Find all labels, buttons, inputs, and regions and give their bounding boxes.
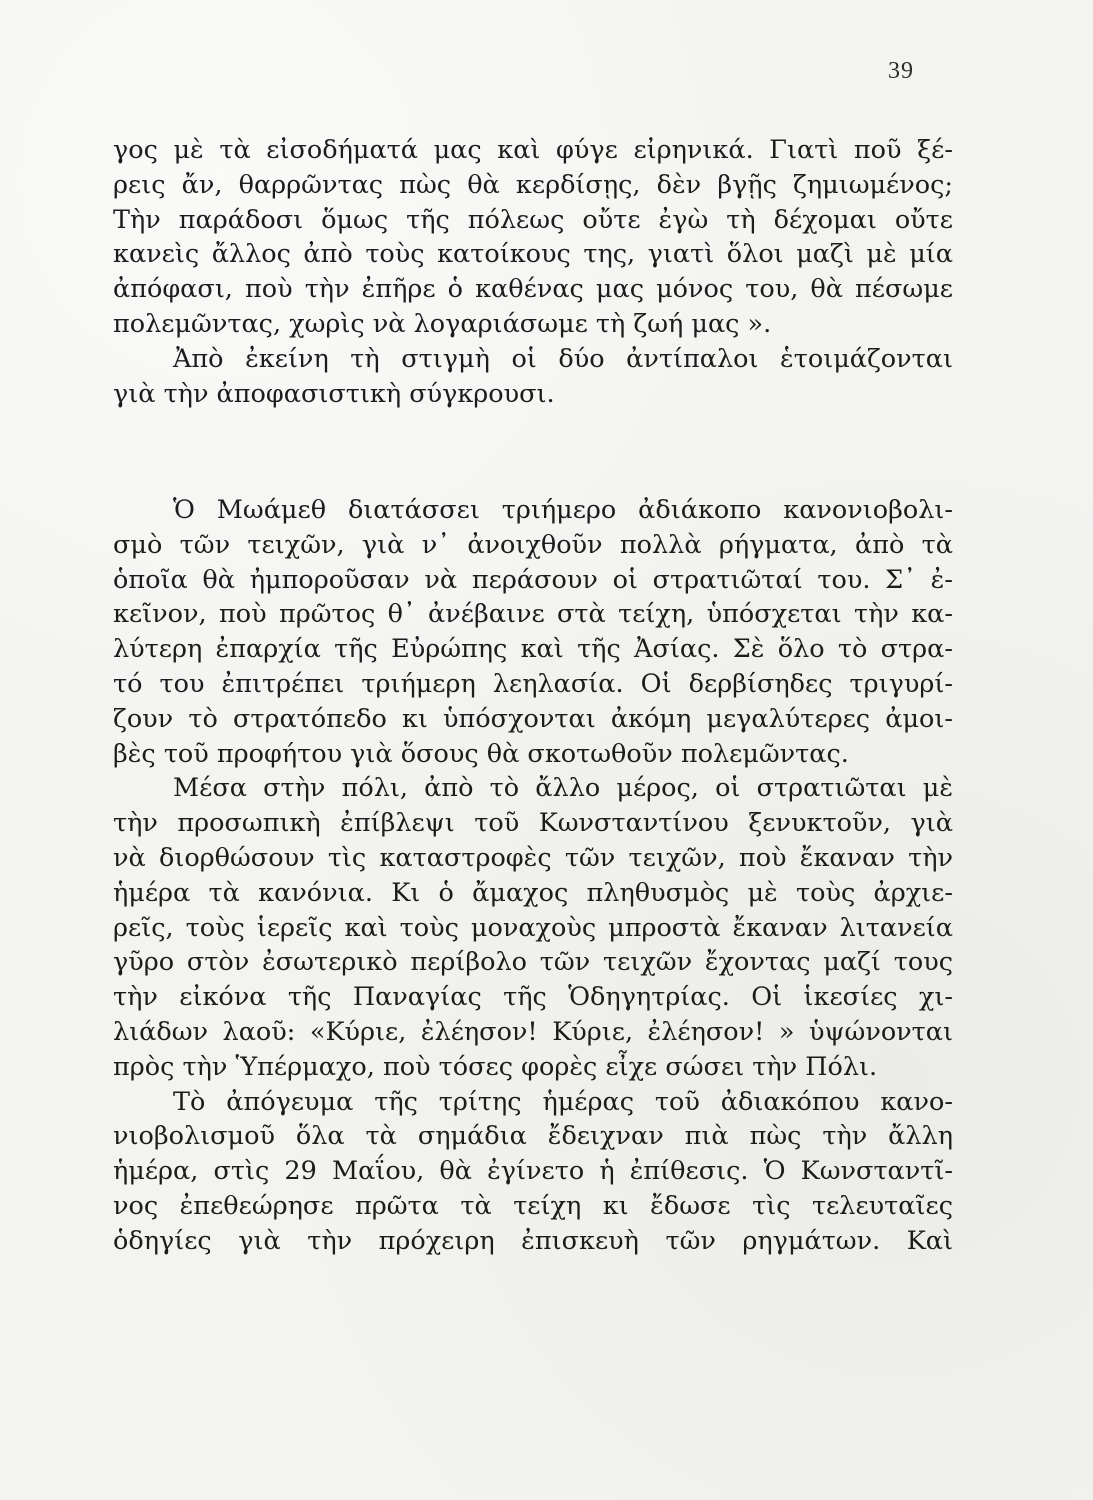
text-line: γῦρο στὸν ἐσωτερικὸ περίβολο τῶν τειχῶν ἔχοντας μαζί τους — [113, 947, 953, 978]
text-line: ὁποῖα θὰ ἠμποροῦσαν νὰ περάσουν οἱ στρατιῶταί του. Σ᾿ ἐ- — [113, 564, 953, 595]
text-line: Ὁ Μωάμεθ διατάσσει τριήμερο ἀδιάκοπο κανονιοβολι- — [173, 495, 953, 525]
text-line: κεῖνον, ποὺ πρῶτος θ᾿ ἀνέβαινε στὰ τείχη, ὑπόσχεται τὴν κα- — [113, 599, 953, 630]
text-line: λιάδων λαοῦ: «Κύριε, ἐλέησον! Κύριε, ἐλέησον! » ὑψώνονται — [113, 1016, 953, 1047]
text-line: ὁδηγίες γιὰ τὴν πρόχειρη ἐπισκευὴ τῶν ρηγμάτων. Καὶ — [113, 1225, 953, 1256]
text-line: κανεὶς ἄλλος ἀπὸ τοὺς κατοίκους της, γιατὶ ὅλοι μαζὶ μὲ μία — [113, 239, 953, 270]
text-line: νὰ διορθώσουν τὶς καταστροφὲς τῶν τειχῶν, ποὺ ἔκαναν τὴν — [113, 842, 953, 873]
text-block-upper — [113, 133, 953, 411]
text-line: νος ἐπεθεώρησε πρῶτα τὰ τείχη κι ἔδωσε τὶς τελευταῖες — [113, 1190, 953, 1221]
text-line: νιοβολισμοῦ ὅλα τὰ σημάδια ἔδειχναν πιὰ πὼς τὴν ἄλλη — [113, 1121, 953, 1152]
text-line: γος μὲ τὰ εἰσοδήματά μας καὶ φύγε εἰρηνικά. Γιατὶ ποῦ ξέ- — [113, 135, 953, 165]
text-block-lower — [113, 493, 953, 1259]
text-line: ἡμέρα τὰ κανόνια. Κι ὁ ἄμαχος πληθυσμὸς μὲ τοὺς ἀρχιε- — [113, 877, 953, 908]
text-line: πολεμῶντας, χωρὶς νὰ λογαριάσωμε τὴ ζωή μας ». — [113, 308, 772, 339]
text-line: τὴν εἰκόνα τῆς Παναγίας τῆς Ὁδηγητρίας. Οἱ ἱκεσίες χι- — [113, 982, 953, 1013]
text-line: Μέσα στὴν πόλι, ἀπὸ τὸ ἄλλο μέρος, οἱ στρατιῶται μὲ — [173, 773, 953, 804]
text-line: σμὸ τῶν τειχῶν, γιὰ ν᾿ ἀνοιχθοῦν πολλὰ ρήγματα, ἀπὸ τὰ — [113, 529, 953, 560]
text-line: λύτερη ἐπαρχία τῆς Εὐρώπης καὶ τῆς Ἀσίας. Σὲ ὅλο τὸ στρα- — [113, 634, 953, 665]
text-line: ἀπόφασι, ποὺ τὴν ἐπῆρε ὁ καθένας μας μόνος του, θὰ πέσωμε — [113, 274, 953, 305]
text-line: ζουν τὸ στρατόπεδο κι ὑπόσχονται ἀκόμη μεγαλύτερες ἀμοι- — [113, 703, 953, 734]
text-line: ἡμέρα, στὶς 29 Μαΐου, θὰ ἐγίνετο ἡ ἐπίθεσις. Ὁ Κωνσταντῖ- — [113, 1156, 953, 1187]
text-line: Τὴν παράδοσι ὅμως τῆς πόλεως οὔτε ἐγὼ τὴ δέχομαι οὔτε — [113, 204, 953, 235]
text-line: ρεις ἄν, θαρρῶντας πὼς θὰ κερδίσῃς, δὲν βγῇς ζημιωμένος; — [113, 169, 953, 200]
text-line: Ἀπὸ ἐκείνη τὴ στιγμὴ οἱ δύο ἀντίπαλοι ἑτοιμάζονται — [173, 343, 953, 374]
text-line: γιὰ τὴν ἀποφασιστικὴ σύγκρουσι. — [113, 378, 555, 409]
text-line: βὲς τοῦ προφήτου γιὰ ὅσους θὰ σκοτωθοῦν πολεμῶντας. — [113, 738, 849, 769]
page-number: 39 — [888, 58, 914, 84]
text-line: ρεῖς, τοὺς ἱερεῖς καὶ τοὺς μοναχοὺς μπροστὰ ἔκαναν λιτανεία — [113, 912, 953, 943]
text-line: πρὸς τὴν Ὑπέρμαχο, ποὺ τόσες φορὲς εἶχε σώσει τὴν Πόλι. — [113, 1051, 878, 1082]
text-line: τὴν προσωπικὴ ἐπίβλεψι τοῦ Κωνσταντίνου ξενυκτοῦν, γιὰ — [113, 808, 953, 839]
text-line: Τὸ ἀπόγευμα τῆς τρίτης ἡμέρας τοῦ ἀδιακόπου κανο- — [173, 1086, 953, 1117]
text-line: τό του ἐπιτρέπει τριήμερη λεηλασία. Οἱ δερβίσηδες τριγυρί- — [113, 668, 953, 699]
